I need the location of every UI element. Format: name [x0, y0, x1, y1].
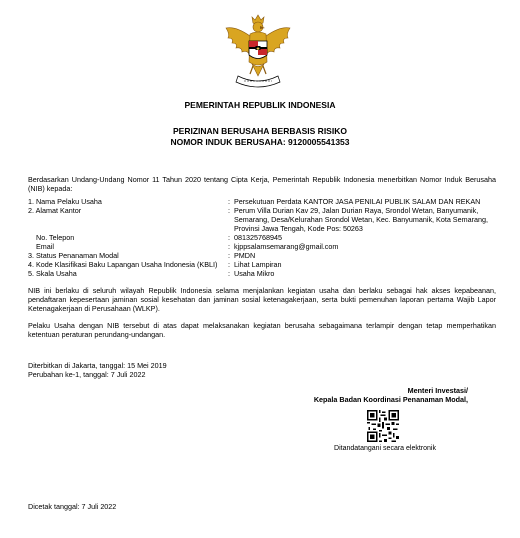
validity-paragraph: NIB ini berlaku di seluruh wilayah Republik Indonesia selama menjalankan kegiatan usaha dan berlaku sebagai hak akses kepabeanan, pendaftaran kepesertaan jaminan sosial kesehatan dan jaminan sosial ketenagakerjaan, serta bukti pemenuhan laporan pertama Wajib Lapor Ketenagakerjaan di Perusahaan (WLKP). — [28, 286, 496, 313]
business-details — [28, 197, 498, 278]
field-colon: : — [228, 269, 230, 278]
field-value: kjppsalamsemarang@gmail.com — [234, 242, 339, 251]
field-label: 2. Alamat Kantor — [28, 206, 82, 215]
field-colon: : — [228, 233, 230, 242]
field-row — [28, 233, 498, 242]
field-label: No. Telepon — [36, 233, 75, 242]
field-label: 3. Status Penanaman Modal — [28, 251, 119, 260]
field-colon: : — [228, 251, 230, 260]
field-colon: : — [228, 206, 230, 215]
qr-code-icon — [367, 410, 399, 442]
electronic-signature-note: Ditandatangani secara elektronik — [334, 445, 436, 452]
field-value: Perum Villa Durian Kav 29, Jalan Durian Raya, Srondol Wetan, Banyumanik, Semarang, Desa/Kelurahan Srondol Wetan, Kec. Banyumanik, Kota Semarang, Provinsi Jawa Tengah, Kode Pos: 50263 — [234, 206, 488, 233]
field-row — [28, 260, 498, 269]
field-label: Email — [36, 242, 54, 251]
field-colon: : — [228, 242, 230, 251]
issuance-info — [28, 361, 167, 379]
field-label: 4. Kode Klasifikasi Baku Lapangan Usaha Indonesia (KBLI) — [28, 260, 218, 269]
signatory-agency: Kepala Badan Koordinasi Penanaman Modal, — [313, 395, 468, 404]
print-date: Dicetak tanggal: 7 Juli 2022 — [28, 502, 117, 511]
signatory-block — [268, 386, 468, 404]
field-value: 081325768945 — [234, 233, 282, 242]
issued-date: Diterbitkan di Jakarta, tanggal: 15 Mei 2019 — [28, 361, 167, 370]
field-row — [28, 206, 498, 233]
field-label: 1. Nama Pelaku Usaha — [28, 197, 102, 206]
document-title: PERIZINAN BERUSAHA BERBASIS RISIKO — [173, 126, 347, 136]
field-colon: : — [228, 197, 230, 206]
field-value: Lihat Lampiran — [234, 260, 282, 269]
field-value: PMDN — [234, 251, 256, 260]
field-row — [28, 197, 498, 206]
obligation-paragraph: Pelaku Usaha dengan NIB tersebut di atas dapat melaksanakan kegiatan berusaha sebagaimana terlampir dengan tetap memperhatikan ketentuan peraturan perundang-undangan. — [28, 321, 496, 339]
field-value: Persekutuan Perdata KANTOR JASA PENILAI PUBLIK SALAM DAN REKAN — [234, 197, 481, 206]
field-row — [28, 251, 498, 260]
field-row — [28, 269, 498, 278]
government-heading: PEMERINTAH REPUBLIK INDONESIA — [184, 100, 336, 110]
intro-paragraph: Berdasarkan Undang-Undang Nomor 11 Tahun 2020 tentang Cipta Kerja, Pemerintah Republik Indonesia menerbitkan Nomor Induk Berusaha (NIB) kepada: — [28, 175, 496, 193]
amendment-date: Perubahan ke-1, tanggal: 7 Juli 2022 — [28, 370, 146, 379]
signatory-title: Menteri Investasi/ — [407, 386, 468, 395]
nib-number: NOMOR INDUK BERUSAHA: 9120005541353 — [170, 137, 350, 147]
garuda-emblem-icon — [222, 14, 294, 94]
field-colon: : — [228, 260, 230, 269]
field-value: Usaha Mikro — [234, 269, 275, 278]
field-label: 5. Skala Usaha — [28, 269, 77, 278]
field-row — [28, 242, 498, 251]
